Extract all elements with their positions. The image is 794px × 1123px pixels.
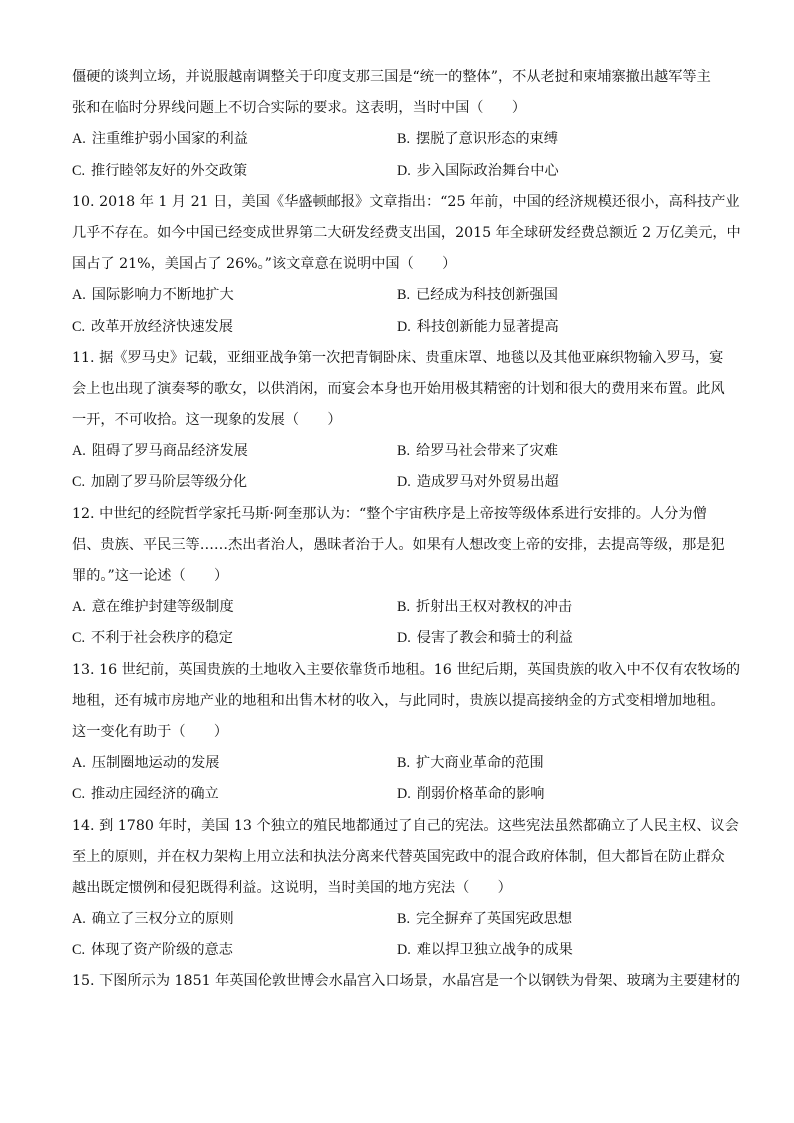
question-text-line: 张和在临时分界线问题上不切合实际的要求。这表明，当时中国（ ） (72, 100, 527, 117)
option-row (72, 779, 730, 810)
option-a: A. 阻碍了罗马商品经济发展 (72, 443, 248, 460)
option-d: D. 难以捍卫独立战争的成果 (397, 942, 573, 959)
option-b: B. 给罗马社会带来了灾难 (397, 443, 558, 460)
question-text-line: 几乎不存在。如今中国已经变成世界第二大研发经费支出国，2015 年全球研发经费总额近 2 万亿美元，中 (72, 224, 741, 241)
question-10 (72, 187, 741, 343)
option-d: D. 侵害了教会和骑士的利益 (397, 630, 573, 647)
option-a: A. 压制圈地运动的发展 (72, 755, 220, 772)
question-text-line: 一开，不可收拾。这一现象的发展（ ） (72, 412, 342, 429)
option-d: D. 步入国际政治舞台中心 (397, 162, 559, 179)
option-row (72, 748, 730, 779)
option-d: D. 削弱价格革命的影响 (397, 786, 545, 803)
option-row (72, 312, 730, 343)
option-b: B. 完全摒弃了英国宪政思想 (397, 911, 573, 928)
option-c: C. 不利于社会秩序的稳定 (72, 630, 233, 647)
question-text-line: 至上的原则，并在权力架构上用立法和执法分离来代替英国宪政中的混合政府体制，但大都旨在防止群众 (72, 848, 725, 865)
option-row (72, 280, 730, 311)
option-b: B. 已经成为科技创新强国 (397, 287, 558, 304)
option-row (72, 592, 730, 623)
option-a: A. 注重维护弱小国家的利益 (72, 131, 248, 148)
question-13 (72, 655, 741, 811)
question-text-line: 国占了 21%，美国占了 26%。”该文章意在说明中国（ ） (72, 256, 457, 273)
question-text-line: 15. 下图所示为 1851 年英国伦敦世博会水晶宫入口场景，水晶宫是一个以钢铁为骨架、玻璃为主要建材的 (72, 973, 741, 990)
option-c: C. 推行睦邻友好的外交政策 (72, 162, 248, 179)
option-row (72, 467, 730, 498)
question-text-line: 10. 2018 年 1 月 21 日，美国《华盛顿邮报》文章指出：“25 年前，中国的经济规模还很小，高科技产业 (72, 193, 740, 210)
question-text-line: 12. 中世纪的经院哲学家托马斯·阿奎那认为：“整个宇宙秩序是上帝按等级体系进行安排的。人分为僧 (72, 505, 707, 522)
question-text-line: 11. 据《罗马史》记载，亚细亚战争第一次把青铜卧床、贵重床罩、地毯以及其他亚麻织物输入罗马，宴 (72, 349, 724, 366)
option-row (72, 156, 730, 187)
question-text-line: 越出既定惯例和侵犯既得利益。这说明，当时美国的地方宪法（ ） (72, 879, 512, 896)
option-a: A. 意在维护封建等级制度 (72, 599, 234, 616)
option-c: C. 加剧了罗马阶层等级分化 (72, 474, 248, 491)
option-row (72, 904, 730, 935)
option-row (72, 436, 730, 467)
question-text-line: 僵硬的谈判立场，并说服越南调整关于印度支那三国是“统一的整体”，不从老挝和柬埔寨撤出越军等主 (72, 69, 711, 85)
question-15 (72, 966, 741, 997)
option-row (72, 623, 730, 654)
option-b: B. 折射出王权对教权的冲击 (397, 599, 573, 616)
question-text-line: 侣、贵族、平民三等……杰出者治人，愚昧者治于人。如果有人想改变上帝的安排，去提高等级，那是犯 (72, 536, 725, 553)
option-a: A. 确立了三权分立的原则 (72, 911, 234, 928)
option-b: B. 扩大商业革命的范围 (397, 755, 544, 772)
question-text-line: 会上也出现了演奏琴的歌女，以供消闲，而宴会本身也开始用极其精密的计划和很大的费用来布置。此风 (72, 380, 725, 397)
question-9-continued (72, 62, 730, 187)
question-text-line: 这一变化有助于（ ） (72, 723, 229, 740)
option-row (72, 935, 730, 966)
exam-page (72, 62, 741, 998)
question-11 (72, 343, 730, 499)
option-c: C. 改革开放经济快速发展 (72, 318, 233, 335)
question-14 (72, 811, 739, 967)
option-d: D. 科技创新能力显著提高 (397, 318, 559, 335)
option-row (72, 124, 730, 155)
question-text-line: 地租，还有城市房地产业的地租和出售木材的收入，与此同时，贵族以提高接纳金的方式变相增加地租。 (72, 692, 725, 709)
question-text-line: 罪的。”这一论述（ ） (72, 568, 229, 584)
option-b: B. 摆脱了意识形态的束缚 (397, 131, 558, 148)
option-d: D. 造成罗马对外贸易出超 (397, 474, 559, 491)
option-a: A. 国际影响力不断地扩大 (72, 287, 234, 304)
question-text-line: 13. 16 世纪前，英国贵族的土地收入主要依靠货币地租。16 世纪后期，英国贵族的收入中不仅有农牧场的 (72, 661, 741, 678)
question-text-line: 14. 到 1780 年时，美国 13 个独立的殖民地都通过了自己的宪法。这些宪法虽然都确立了人民主权、议会 (72, 817, 739, 834)
option-c: C. 体现了资产阶级的意志 (72, 942, 233, 959)
question-12 (72, 499, 730, 655)
option-c: C. 推动庄园经济的确立 (72, 786, 219, 803)
